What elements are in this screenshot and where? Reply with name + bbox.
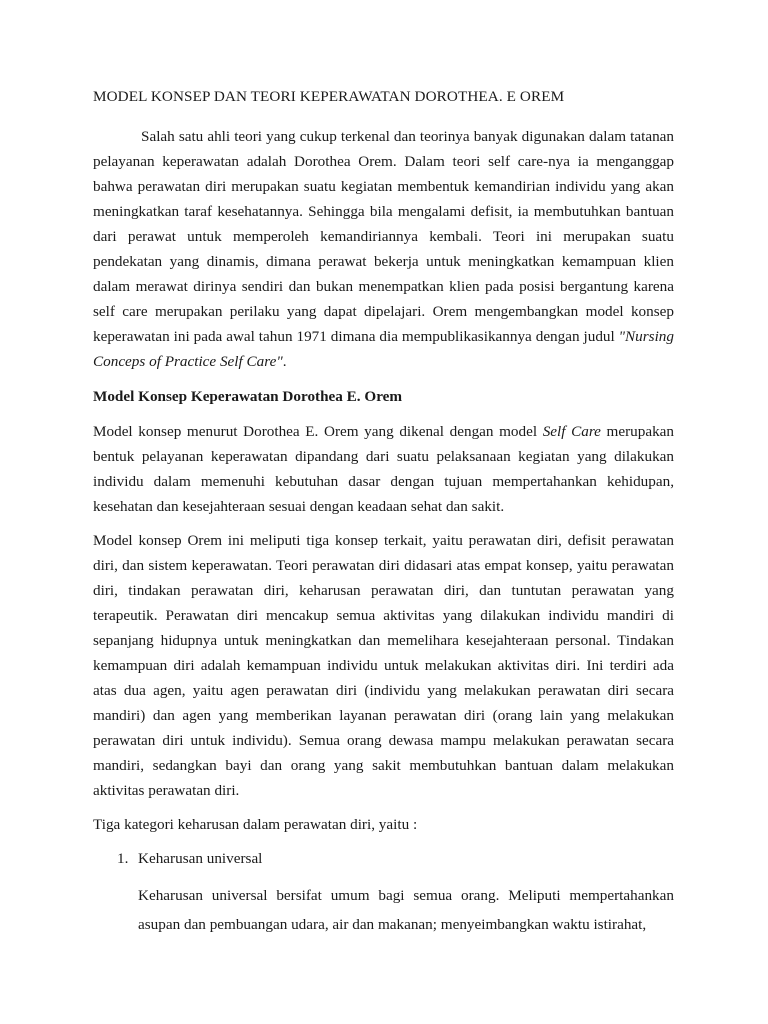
paragraph-konsep-orem: Model konsep Orem ini meliputi tiga konsep terkait, yaitu perawatan diri, defisit perawatan diri, dan sistem keperawatan. Teori perawatan diri didasari atas empat konsep, yaitu perawatan diri, tindakan perawatan diri, keharusan perawatan diri, dan tuntutan perawatan yang terapeutik. Perawatan diri mencakup semua aktivitas yang dilakukan individu mandiri di sepanjang hidupnya untuk meningkatkan dan memelihara kesejahteraan personal. Tindakan kemampuan diri adalah kemampuan individu untuk melakukan aktivitas diri. Ini terdiri ada atas dua agen, yaitu agen perawatan diri (individu yang melakukan perawatan diri secara mandiri) dan agen yang memberikan layanan perawatan diri (orang lain yang melakukan perawatan diri untuk individu). Semua orang dewasa mampu melakukan perawatan secara mandiri, sedangkan bayi dan orang yang sakit membutuhkan bantuan dalam melakukan aktivitas perawatan diri. xyxy=(93,532,674,799)
list-item xyxy=(93,846,674,871)
list-item-number: 1. xyxy=(117,850,129,867)
list-item-label: Keharusan universal xyxy=(138,850,263,867)
paragraph-model-konsep xyxy=(93,419,674,519)
para1-after: merupakan bentuk pelayanan keperawatan dipandang dari suatu pelaksanaan kegiatan yang dilakukan individu dalam memenuhi kebutuhan dasar dengan tujuan mempertahankan kehidupan, kesehatan dan kesejahteraan sesuai dengan keadaan sehat dan sakit. xyxy=(93,423,675,515)
kategori-list xyxy=(93,846,674,871)
para1-before: Model konsep menurut Dorothea E. Orem yang dikenal dengan model xyxy=(93,423,543,440)
intro-end: . xyxy=(282,353,287,370)
intro-paragraph xyxy=(93,124,674,374)
list-item-body: Keharusan universal bersifat umum bagi semua orang. Meliputi mempertahankan asupan dan pembuangan udara, air dan makanan; menyeimbangkan waktu istirahat, xyxy=(138,887,674,933)
section-heading: Model Konsep Keperawatan Dorothea E. Orem xyxy=(93,388,403,405)
intro-text: Salah satu ahli teori yang cukup terkenal dan teorinya banyak digunakan dalam tatanan pelayanan keperawatan adalah Dorothea Orem. Dalam teori self care-nya ia menganggap bahwa perawatan diri merupakan suatu kegiatan membentuk kemandirian individu yang akan meningkatkan taraf kesehatannya. Sehingga bila mengalami defisit, ia membutuhkan bantuan dari perawat untuk memperoleh kemandiriannya kembali. Teori ini merupakan suatu pendekatan yang dinamis, dimana perawat bekerja untuk meningkatkan kemampuan klien dalam merawat dirinya sendiri dan bukan menempatkan klien pada posisi bergantung karena self care merupakan perilaku yang dapat dipelajari. Orem mengembangkan model konsep keperawatan ini pada awal tahun 1971 dimana dia mempublikasikannya dengan judul xyxy=(93,128,674,345)
paragraph-tiga-kategori: Tiga kategori keharusan dalam perawatan diri, yaitu : xyxy=(93,816,418,833)
intro-quote: "Nursing Conceps of Practice Self Care" xyxy=(93,328,674,370)
document-title: MODEL KONSEP DAN TEORI KEPERAWATAN DOROTHEA. E OREM xyxy=(93,88,565,105)
para1-italic: Self Care xyxy=(542,423,601,440)
document-page xyxy=(93,84,674,939)
